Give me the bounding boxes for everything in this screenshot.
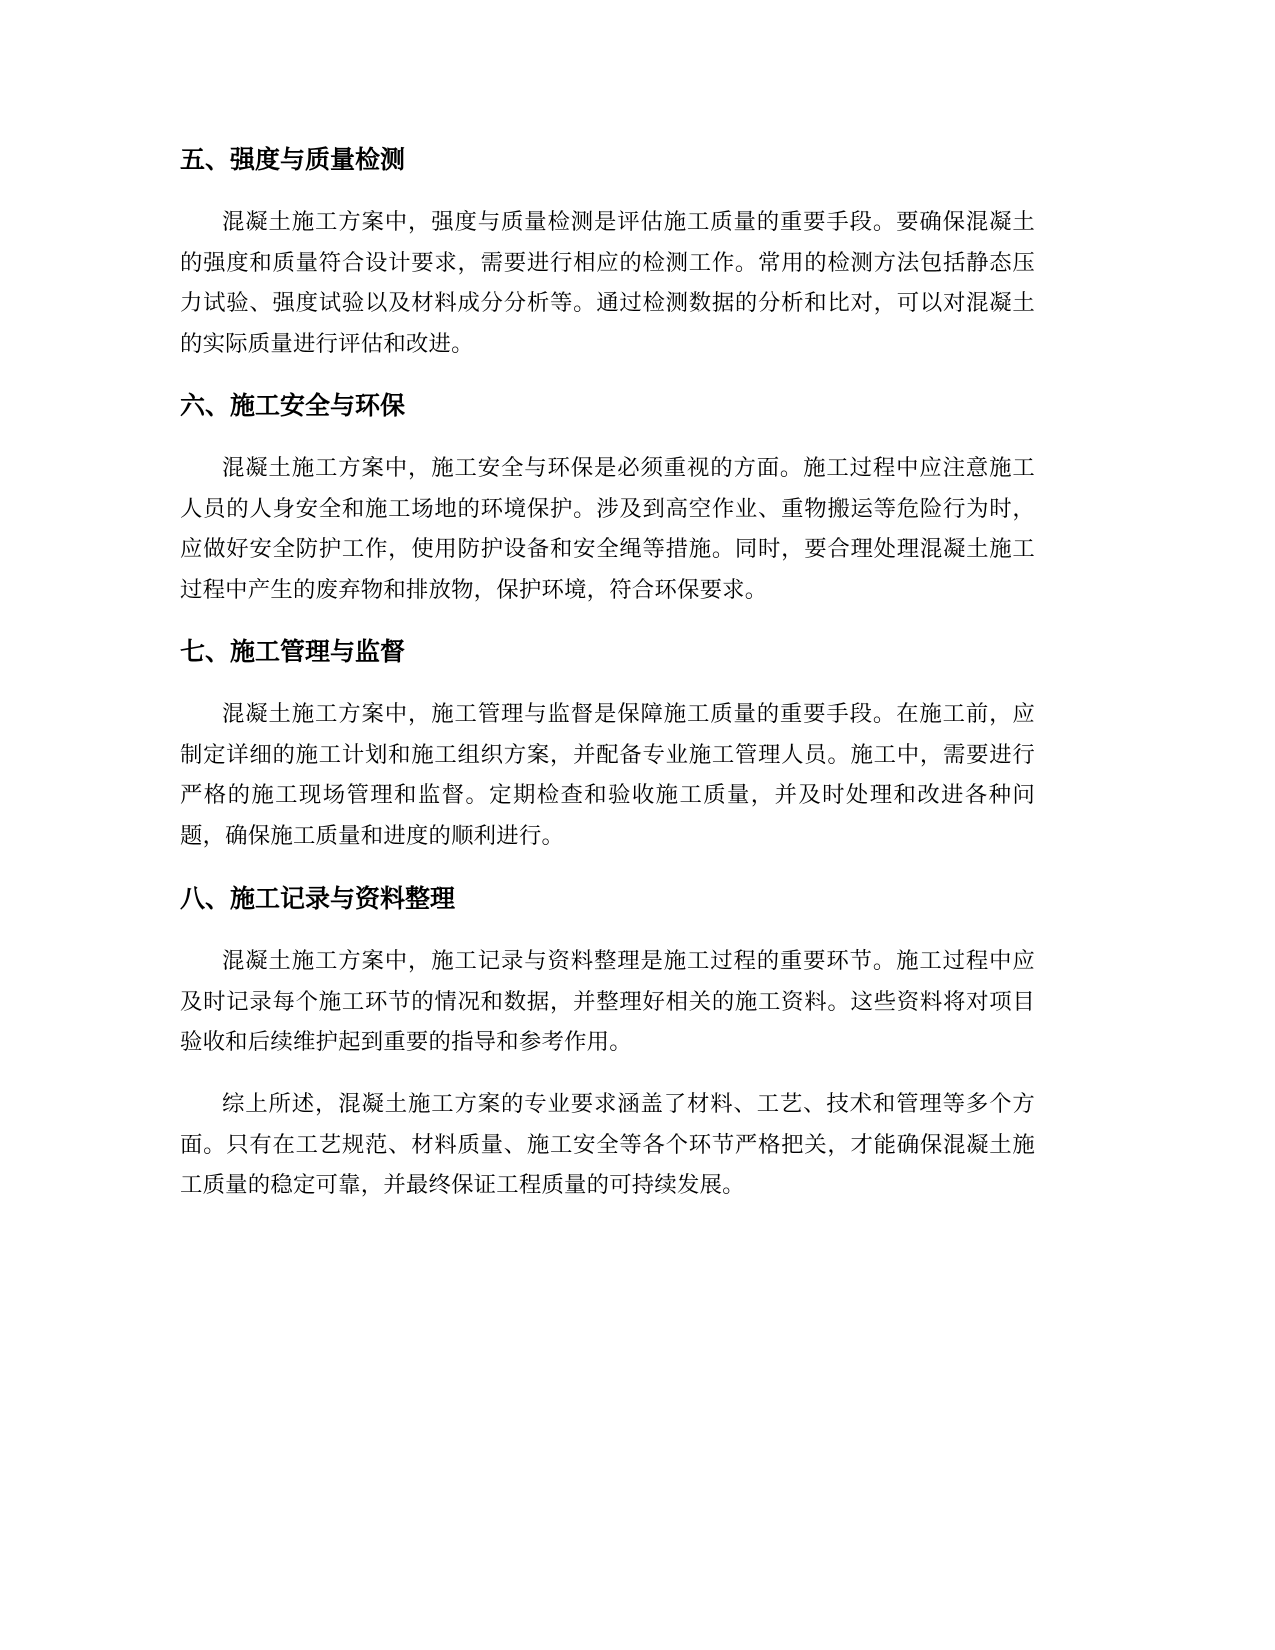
- section-heading-6: 六、施工安全与环保: [180, 391, 406, 420]
- section-heading-7: 七、施工管理与监督: [180, 637, 406, 666]
- section-heading-8: 八、施工记录与资料整理: [180, 884, 456, 913]
- section-paragraph-6: 混凝土施工方案中，施工安全与环保是必须重视的方面。施工过程中应注意施工人员的人身安全和施工场地的环境保护。涉及到高空作业、重物搬运等危险行为时，应做好安全防护工作，使用防护设备和安全绳等措施。同时，要合理处理混凝土施工过程中产生的废弃物和排放物，保护环境，符合环保要求。: [180, 455, 1035, 603]
- conclusion-paragraph: 综上所述，混凝土施工方案的专业要求涵盖了材料、工艺、技术和管理等多个方面。只有在工艺规范、材料质量、施工安全等各个环节严格把关，才能确保混凝土施工质量的稳定可靠，并最终保证工程质量的可持续发展。: [180, 1091, 1035, 1198]
- section-paragraph-7: 混凝土施工方案中，施工管理与监督是保障施工质量的重要手段。在施工前，应制定详细的施工计划和施工组织方案，并配备专业施工管理人员。施工中，需要进行严格的施工现场管理和监督。定期检查和验收施工质量，并及时处理和改进各种问题，确保施工质量和进度的顺利进行。: [180, 701, 1035, 849]
- section-heading-5: 五、强度与质量检测: [180, 145, 406, 174]
- section-paragraph-5: 混凝土施工方案中，强度与质量检测是评估施工质量的重要手段。要确保混凝土的强度和质量符合设计要求，需要进行相应的检测工作。常用的检测方法包括静态压力试验、强度试验以及材料成分分析等。通过检测数据的分析和比对，可以对混凝土的实际质量进行评估和改进。: [180, 209, 1035, 357]
- section-paragraph-8: 混凝土施工方案中，施工记录与资料整理是施工过程的重要环节。施工过程中应及时记录每个施工环节的情况和数据，并整理好相关的施工资料。这些资料将对项目验收和后续维护起到重要的指导和参考作用。: [180, 948, 1035, 1055]
